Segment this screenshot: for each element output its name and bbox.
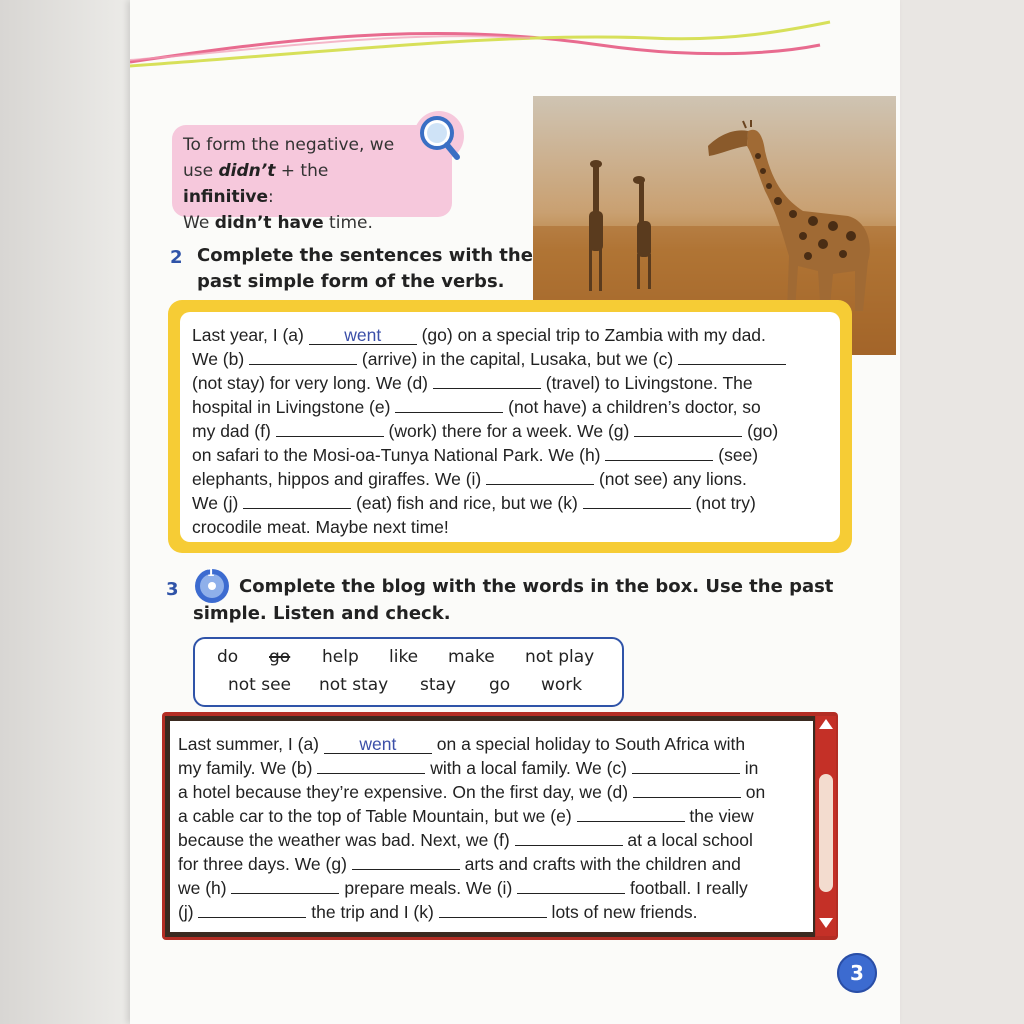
word-not-stay: not stay xyxy=(319,675,389,695)
exercise-2-number: 2 xyxy=(170,247,183,268)
blog-answer-blank[interactable] xyxy=(198,901,306,918)
exercise-2-answer-blank[interactable] xyxy=(486,468,594,485)
exercise-2-text: elephants, hippos and giraffes. We (i) xyxy=(192,469,487,489)
exercise-2-text: (go) on a special trip to Zambia with my dad. xyxy=(416,325,766,345)
blog-answer-blank[interactable] xyxy=(439,901,547,918)
exercise-2-answer-blank[interactable] xyxy=(583,492,691,509)
tip-line-2: use didn’t + the infinitive: xyxy=(183,161,329,207)
magnifier-icon xyxy=(413,110,465,164)
exercise-2-text: (arrive) in the capital, Lusaka, but we (c) xyxy=(357,349,679,369)
blog-passage xyxy=(178,732,765,924)
blog-text: lots of new friends. xyxy=(546,902,698,922)
blog-answer-blank[interactable] xyxy=(317,757,425,774)
exercise-2-line xyxy=(192,395,786,419)
exercise-2-text: (see) xyxy=(713,445,759,465)
blog-text: Last summer, I (a) xyxy=(178,734,324,754)
exercise-2-answer-blank[interactable] xyxy=(395,396,503,413)
blog-text: in xyxy=(739,758,759,778)
blog-example-answer: went xyxy=(324,735,432,754)
exercise-2-answer-blank[interactable] xyxy=(605,444,713,461)
word-like: like xyxy=(389,647,419,667)
blog-answer-blank[interactable] xyxy=(633,781,741,798)
blog-answer-blank[interactable] xyxy=(517,877,625,894)
exercise-2-text: (eat) fish and rice, but we (k) xyxy=(351,493,583,513)
exercise-2-line xyxy=(192,323,786,347)
blog-text: a cable car to the top of Table Mountain, but we (e) xyxy=(178,806,577,826)
blog-line xyxy=(178,804,765,828)
tip-line-3: We didn’t have time. xyxy=(183,213,373,233)
blog-answer-blank[interactable] xyxy=(577,805,685,822)
exercise-2-text: (not have) a children’s doctor, so xyxy=(503,397,761,417)
blog-text: football. I really xyxy=(625,878,748,898)
exercise-2-text: We (j) xyxy=(192,493,244,513)
exercise-3-title-2: simple. Listen and check. xyxy=(193,603,451,624)
blog-text: the trip and I (k) xyxy=(306,902,439,922)
blog-line xyxy=(178,900,765,924)
blog-text: for three days. We (g) xyxy=(178,854,352,874)
word-make: make xyxy=(448,647,495,667)
blog-text: my family. We (b) xyxy=(178,758,318,778)
scroll-down-arrow-icon[interactable] xyxy=(819,918,833,928)
tip-line-1: To form the negative, we xyxy=(183,135,395,155)
blog-text: a hotel because they’re expensive. On the first day, we (d) xyxy=(178,782,633,802)
blog-text: (j) xyxy=(178,902,199,922)
blog-answer-blank[interactable] xyxy=(632,757,740,774)
page-number: 3 xyxy=(837,953,877,993)
word-stay: stay xyxy=(420,675,457,695)
word-help: help xyxy=(322,647,359,667)
blog-line xyxy=(178,876,765,900)
blog-line xyxy=(178,732,765,756)
exercise-2-answer-blank[interactable] xyxy=(433,372,541,389)
exercise-2-example-answer: went xyxy=(309,326,417,345)
word-not-play: not play xyxy=(525,647,595,667)
exercise-2-answer-blank[interactable] xyxy=(243,492,351,509)
exercise-2-text: We (b) xyxy=(192,349,250,369)
blog-text: prepare meals. We (i) xyxy=(339,878,518,898)
exercise-2-text: (not see) any lions. xyxy=(594,469,747,489)
exercise-2-answer-blank[interactable] xyxy=(276,420,384,437)
exercise-3-number: 3 xyxy=(166,579,179,600)
blog-text: on a special holiday to South Africa with xyxy=(431,734,746,754)
blog-text: at a local school xyxy=(622,830,753,850)
grammar-tip-text xyxy=(183,132,423,236)
exercise-2-line xyxy=(192,467,786,491)
blog-line xyxy=(178,828,765,852)
exercise-2-text: (not try) xyxy=(690,493,756,513)
blog-text: we (h) xyxy=(178,878,232,898)
word-go-crossed: go xyxy=(269,647,291,667)
exercise-2-text: on safari to the Mosi-oa-Tunya National Park. We (h) xyxy=(192,445,606,465)
exercise-2-text: my dad (f) xyxy=(192,421,276,441)
blog-line xyxy=(178,852,765,876)
exercise-2-answer-blank[interactable] xyxy=(678,348,786,365)
exercise-2-passage xyxy=(192,323,786,539)
exercise-2-line xyxy=(192,371,786,395)
exercise-2-line xyxy=(192,347,786,371)
blog-text: with a local family. We (c) xyxy=(425,758,632,778)
word-do: do xyxy=(217,647,239,667)
blog-text: arts and crafts with the children and xyxy=(459,854,741,874)
exercise-2-answer-blank[interactable] xyxy=(634,420,742,437)
word-go: go xyxy=(489,675,511,695)
exercise-2-answer-blank[interactable] xyxy=(249,348,357,365)
word-not-see: not see xyxy=(228,675,292,695)
scroll-up-arrow-icon[interactable] xyxy=(819,719,833,729)
blog-answer-blank[interactable] xyxy=(231,877,339,894)
blog-line xyxy=(178,756,765,780)
exercise-2-line xyxy=(192,443,786,467)
blog-text: on xyxy=(740,782,766,802)
exercise-2-text: (travel) to Livingstone. The xyxy=(540,373,753,393)
exercise-2-text: (work) there for a week. We (g) xyxy=(383,421,635,441)
exercise-2-text: Last year, I (a) xyxy=(192,325,309,345)
blog-text: because the weather was bad. Next, we (f) xyxy=(178,830,515,850)
exercise-2-line xyxy=(192,419,786,443)
exercise-2-text: (not stay) for very long. We (d) xyxy=(192,373,433,393)
blog-answer-blank[interactable] xyxy=(352,853,460,870)
exercise-2-line xyxy=(192,515,786,539)
blog-text: the view xyxy=(684,806,754,826)
exercise-2-text: hospital in Livingstone (e) xyxy=(192,397,396,417)
page-gutter xyxy=(0,0,130,1024)
exercise-3-title-1: Complete the blog with the words in the box. Use the past xyxy=(239,576,834,597)
word-work: work xyxy=(541,675,583,695)
blog-answer-blank[interactable] xyxy=(515,829,623,846)
exercise-2-line xyxy=(192,491,786,515)
exercise-2-text: crocodile meat. Maybe next time! xyxy=(192,517,449,537)
exercise-2-text: (go) xyxy=(742,421,779,441)
blog-line xyxy=(178,780,765,804)
exercise-2-title: Complete the sentences with the past simple form of the verbs. xyxy=(197,245,533,292)
cd-track-number: 1 xyxy=(207,566,215,579)
scrollbar-thumb[interactable] xyxy=(819,774,833,892)
decorative-swoosh xyxy=(130,0,900,90)
